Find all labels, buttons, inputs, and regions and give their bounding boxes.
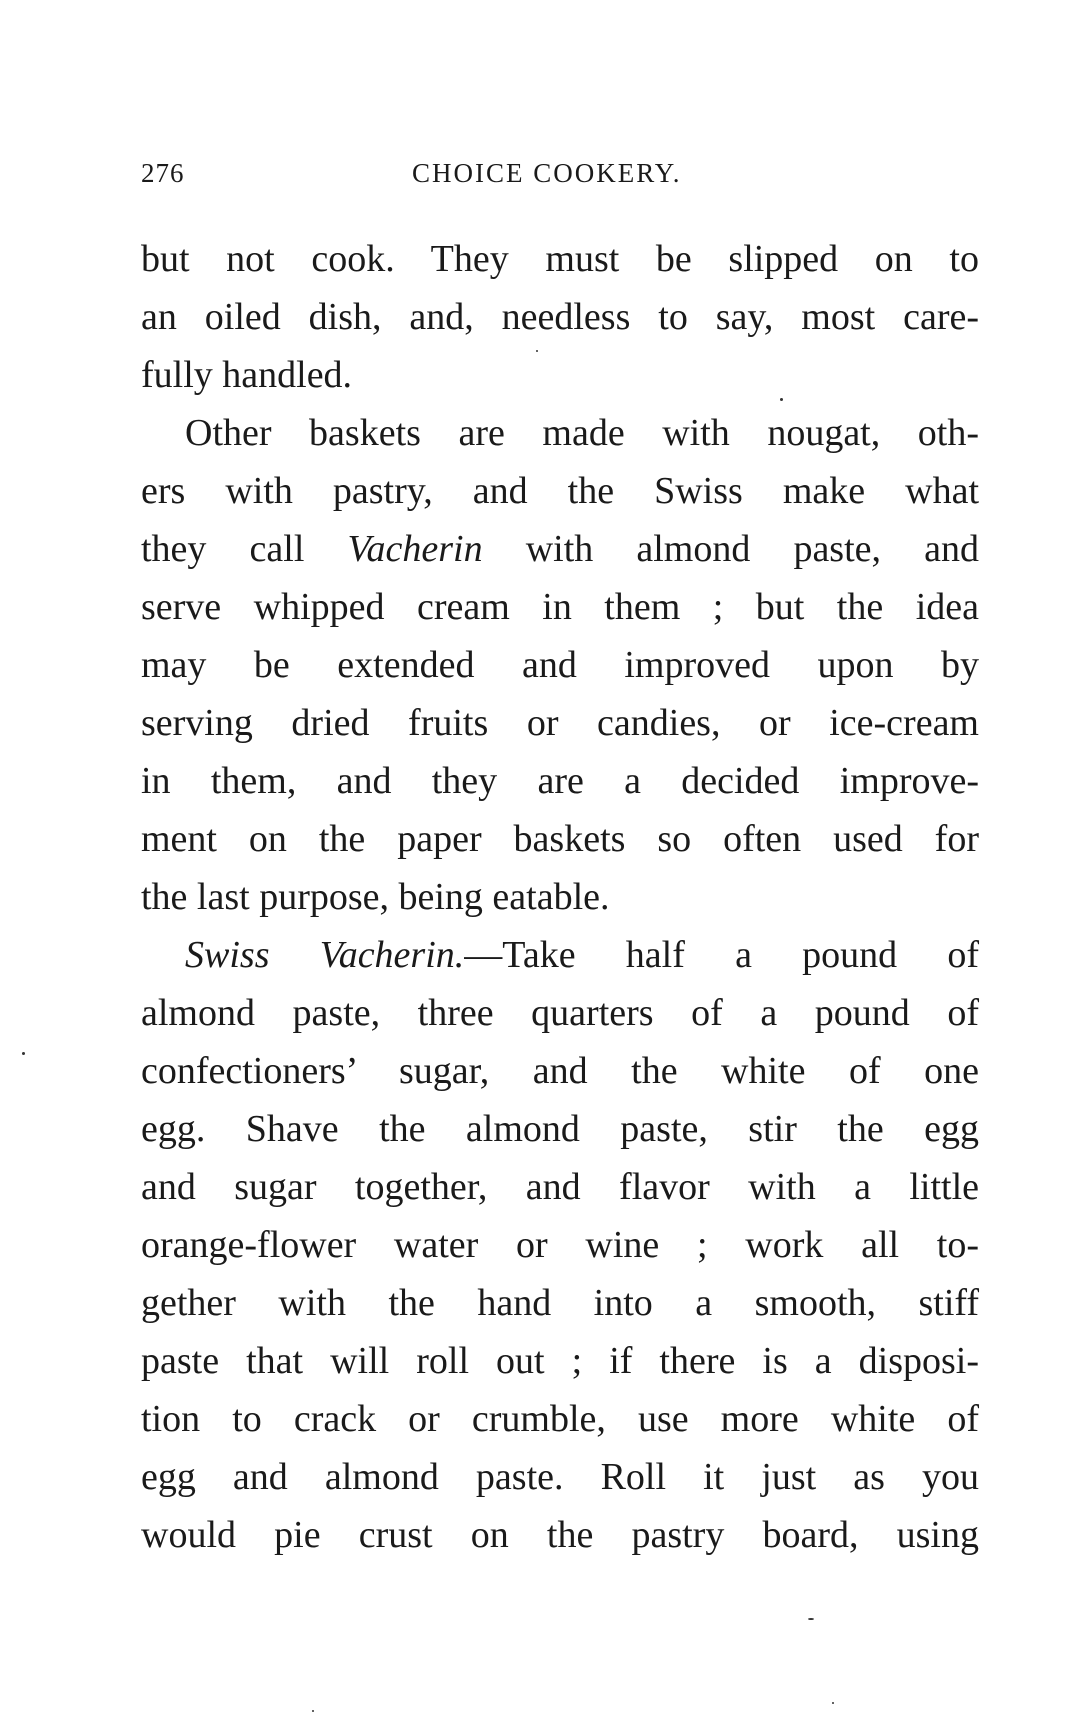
scan-speck <box>312 1710 314 1712</box>
page-header <box>141 158 981 198</box>
text-line: in them, and they are a decided improve- <box>141 760 979 802</box>
scan-speck <box>780 398 783 401</box>
text-line: ers with pastry, and the Swiss make what <box>141 470 979 512</box>
scan-speck <box>536 350 538 352</box>
text-line: and sugar together, and flavor with a little <box>141 1166 979 1208</box>
text-run: —Take half a pound of <box>464 934 980 976</box>
text-line: would pie crust on the pastry board, using <box>141 1514 979 1556</box>
recipe-title: Swiss Vacherin. <box>185 934 465 976</box>
text-line: serve whipped cream in them ; but the idea <box>141 586 979 628</box>
text-line: confectioners’ sugar, and the white of one <box>141 1050 979 1092</box>
text-line-mixed <box>141 926 979 984</box>
text-line: gether with the hand into a smooth, stiff <box>141 1282 979 1324</box>
text-line: paste that will roll out ; if there is a disposi- <box>141 1340 979 1382</box>
text-line: but not cook. They must be slipped on to <box>141 238 979 280</box>
running-title: CHOICE COOKERY. <box>412 158 682 188</box>
scan-speck <box>808 1618 814 1620</box>
text-line-mixed <box>141 520 979 578</box>
body-text <box>141 230 979 1622</box>
text-run: with almond paste, and <box>525 528 979 570</box>
page-number: 276 <box>141 158 185 188</box>
text-line: orange-flower water or wine ; work all to- <box>141 1224 979 1266</box>
text-line: egg. Shave the almond paste, stir the egg <box>141 1108 979 1150</box>
text-line: ment on the paper baskets so often used for <box>141 818 979 860</box>
text-line: Other baskets are made with nougat, oth- <box>185 412 979 454</box>
scan-speck <box>22 1052 25 1055</box>
text-line: serving dried fruits or candies, or ice-cream <box>141 702 979 744</box>
text-line: tion to crack or crumble, use more white of <box>141 1398 979 1440</box>
text-run: they call <box>141 528 305 570</box>
text-line: an oiled dish, and, needless to say, most care- <box>141 296 979 338</box>
text-line: fully handled. <box>141 354 353 396</box>
italic-term: Vacherin <box>347 528 483 570</box>
text-line: may be extended and improved upon by <box>141 644 979 686</box>
scan-speck <box>832 1702 834 1704</box>
text-line: egg and almond paste. Roll it just as you <box>141 1456 979 1498</box>
text-line <box>141 1564 979 1622</box>
text-line: the last purpose, being eatable. <box>141 876 610 918</box>
text-line: almond paste, three quarters of a pound of <box>141 992 979 1034</box>
